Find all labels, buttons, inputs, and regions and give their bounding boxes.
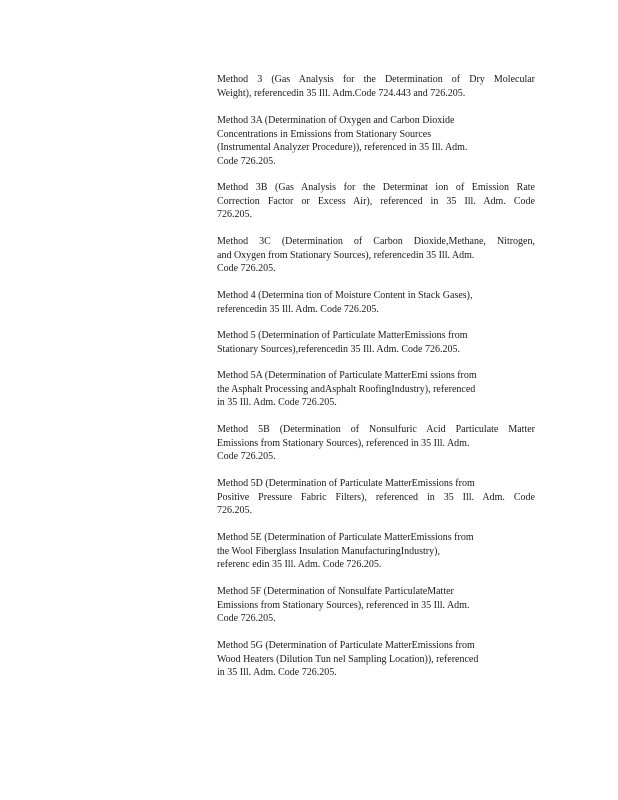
- entry-line: 726.205.: [217, 505, 252, 516]
- entry-line: Method 5G (Determination of Particulate MatterEmissions from: [217, 640, 475, 651]
- method-5g-entry: [217, 639, 535, 680]
- entry-line: 726.205.: [217, 209, 252, 220]
- entry-line: Method 5F (Determination of Nonsulfate ParticulateMatter: [217, 586, 454, 597]
- method-3b-entry: [217, 181, 535, 222]
- entry-line: Method 4 (Determina tion of Moisture Content in Stack Gases),: [217, 290, 473, 301]
- entry-line: the Wool Fiberglass Insulation ManufacturingIndustry),: [217, 545, 440, 557]
- method-3c-entry: [217, 235, 535, 276]
- entry-line: Method 5E (Determination of Particulate MatterEmissions from: [217, 532, 474, 543]
- entry-line: Wood Heaters (Dilution Tun nel Sampling Location)), referenced: [217, 653, 479, 665]
- entry-line: Method 3 (Gas Analysis for the Determination of Dry Molecular: [217, 74, 535, 85]
- entry-line: referencedin 35 Ill. Adm. Code 726.205.: [217, 303, 379, 315]
- entry-line: Positive Pressure Fabric Filters), referenced in 35 Ill. Adm. Code: [217, 491, 535, 503]
- entry-line: and Oxygen from Stationary Sources), referencedin 35 Ill. Adm.: [217, 249, 475, 261]
- entry-line: Code 726.205.: [217, 613, 276, 624]
- entry-line: Code 726.205.: [217, 155, 276, 167]
- entry-line: in 35 Ill. Adm. Code 726.205.: [217, 667, 337, 678]
- method-4-entry: [217, 289, 535, 316]
- entry-line: Method 5B (Determination of Nonsulfuric Acid Particulate Matter: [217, 424, 535, 435]
- entry-line: (Instrumental Analyzer Procedure)), referenced in 35 Ill. Adm.: [217, 142, 468, 153]
- entry-line: Method 5 (Determination of Particulate MatterEmissions from: [217, 330, 468, 341]
- entry-line: Method 3C (Determination of Carbon Dioxide,Methane, Nitrogen,: [217, 236, 535, 247]
- entry-line: Method 5A (Determination of Particulate MatterEmi ssions from: [217, 370, 477, 381]
- entry-line: Method 5D (Determination of Particulate MatterEmissions from: [217, 478, 475, 489]
- entry-line: Code 726.205.: [217, 451, 276, 462]
- entry-line: in 35 Ill. Adm. Code 726.205.: [217, 397, 337, 408]
- method-5f-entry: [217, 585, 535, 626]
- method-3-entry: [217, 73, 535, 100]
- entry-line: Code 726.205.: [217, 263, 276, 274]
- entry-line: referenc edin 35 Ill. Adm. Code 726.205.: [217, 559, 382, 570]
- method-5d-entry: [217, 477, 535, 518]
- entry-line: Concentrations in Emissions from Stationary Sources: [217, 128, 432, 140]
- entry-line: Method 3B (Gas Analysis for the Determinat ion of Emission Rate: [217, 182, 535, 193]
- method-5b-entry: [217, 423, 535, 464]
- method-5-entry: [217, 329, 535, 356]
- entry-line: Emissions from Stationary Sources), referenced in 35 Ill. Adm.: [217, 437, 470, 449]
- entry-line: Correction Factor or Excess Air), referenced in 35 Ill. Adm. Code: [217, 195, 535, 207]
- entry-line: Weight), referencedin 35 Ill. Adm.Code 724.443 and 726.205.: [217, 87, 466, 99]
- entry-line: the Asphalt Processing andAsphalt RoofingIndustry), referenced: [217, 383, 476, 395]
- method-5e-entry: [217, 531, 535, 572]
- method-3a-entry: [217, 114, 535, 168]
- entry-line: Stationary Sources),referencedin 35 Ill. Adm. Code 726.205.: [217, 343, 460, 355]
- entry-line: Emissions from Stationary Sources), referenced in 35 Ill. Adm.: [217, 599, 470, 611]
- method-5a-entry: [217, 369, 535, 410]
- entry-line: Method 3A (Determination of Oxygen and Carbon Dioxide: [217, 115, 455, 126]
